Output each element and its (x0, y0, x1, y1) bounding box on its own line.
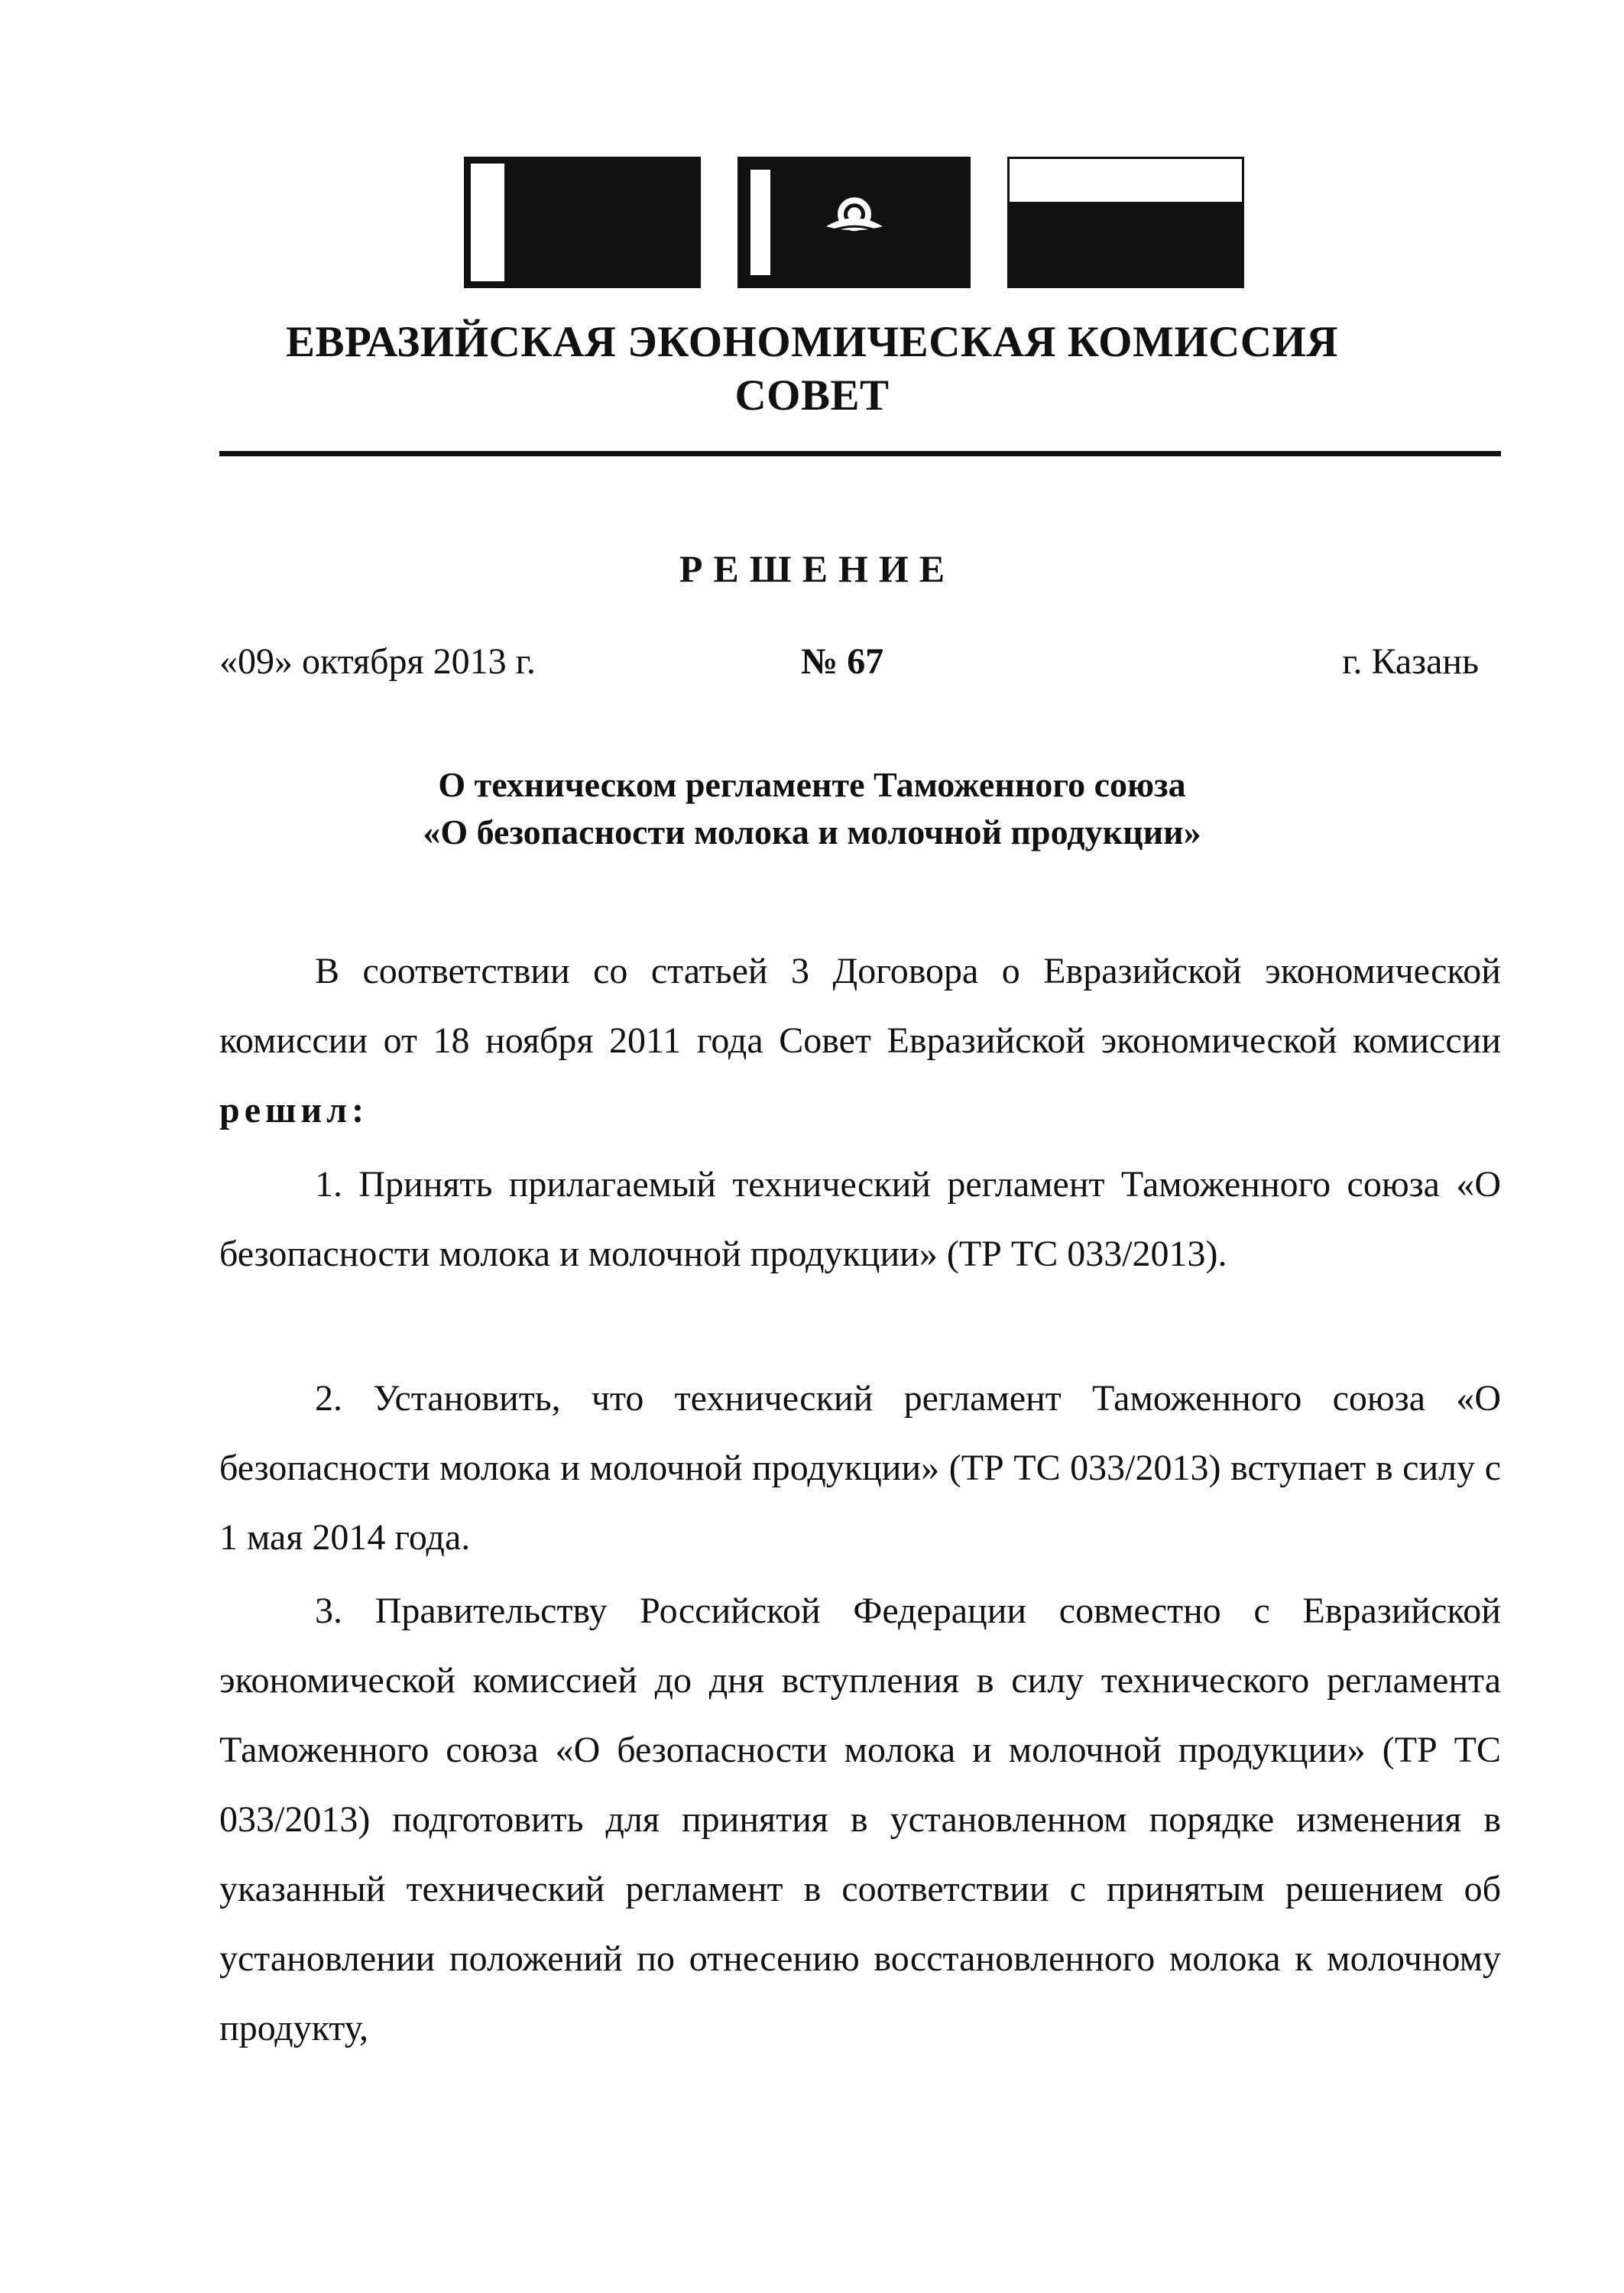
council-name: СОВЕТ (734, 371, 890, 420)
item-3-paragraph: 3. Правительству Российской Федерации совместно с Евразийской экономической комиссией до дня вступления в силу технического регламента Таможенного союза «О безопасности молока и молочной продукции» (ТР ТС 033/2013) подготовить для принятия в установленном порядке изменения в указанный технический регламент в соответствии с принятым решением об установлении положений по отнесению восстановленного молока к молочному продукту, (219, 1591, 1501, 2048)
header-divider (219, 451, 1501, 456)
document-title-line1: О техническом регламенте Таможенного союза (438, 765, 1186, 804)
organization-name: ЕВРАЗИЙСКАЯ ЭКОНОМИЧЕСКАЯ КОМИССИЯ (286, 318, 1338, 366)
preamble-paragraph (219, 936, 1501, 1145)
member-state-flags (0, 157, 1624, 288)
document-date: «09» октября 2013 г. (219, 641, 536, 682)
decision-keyword: решил: (219, 1090, 369, 1130)
document-title-line2: «О безопасности молока и молочной продукции» (423, 812, 1201, 851)
document-type: РЕШЕНИЕ (679, 547, 956, 590)
item-2-paragraph: 2. Установить, что технический регламент Таможенного союза «О безопасности молока и молочной продукции» (ТР ТС 033/2013) вступает в силу с 1 мая 2014 года. (219, 1378, 1501, 1558)
document-city: г. Казань (1342, 641, 1479, 682)
document-number: № 67 (801, 641, 884, 682)
russia-flag-icon (1007, 157, 1244, 288)
item-1-paragraph: 1. Принять прилагаемый технический регламент Таможенного союза «О безопасности молока и молочной продукции» (ТР ТС 033/2013). (219, 1164, 1501, 1274)
preamble-text: В соответствии со статьей 3 Договора о Евразийской экономической комиссии от 18 ноября 2011 года Совет Евразийской экономической комиссии (219, 951, 1501, 1061)
kazakhstan-flag-icon (737, 157, 971, 288)
belarus-flag-icon (464, 157, 701, 288)
